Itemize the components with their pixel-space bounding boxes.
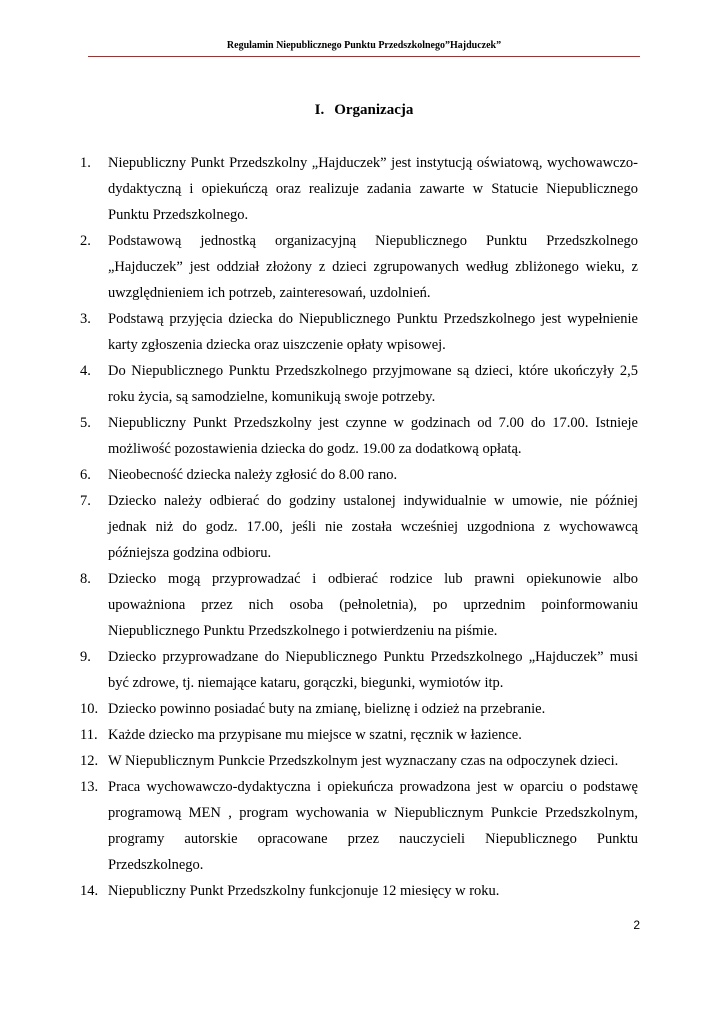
item-text: Nieobecność dziecka należy zgłosić do 8.00 rano.: [108, 467, 398, 483]
list-item: [80, 644, 638, 696]
list-item: [80, 748, 638, 774]
item-text: Dziecko mogą przyprowadzać i odbierać rodzice lub prawni opiekunowie albo upoważniona przez nich osoba (pełnoletnia), po uprzednim poinformowaniu Niepublicznego Punktu Przedszkolnego i potwierdzeniu na piśmie.: [108, 571, 638, 639]
item-number: 14.: [80, 883, 99, 899]
item-text: Dziecko przyprowadzane do Niepublicznego Punktu Przedszkolnego „Hajduczek” musi być zdrowe, tj. niemające kataru, gorączki, biegunki, wymiotów itp.: [108, 649, 638, 691]
item-number: 8.: [80, 571, 91, 587]
list-item: [80, 150, 638, 228]
section-heading: [88, 100, 640, 120]
item-text: Podstawą przyjęcia dziecka do Niepublicznego Punktu Przedszkolnego jest wypełnienie karty zgłoszenia dziecka oraz uiszczenie opłaty wpisowej.: [108, 311, 638, 353]
item-text: Niepubliczny Punkt Przedszkolny jest czynne w godzinach od 7.00 do 17.00. Istnieje możliwość pozostawienia dziecka do godz. 19.00 za dodatkową opłatą.: [108, 415, 638, 457]
item-text: Praca wychowawczo-dydaktyczna i opiekuńcza prowadzona jest w oparciu o podstawę programową MEN , program wychowania w Niepublicznym Punkcie Przedszkolnym, programy autorskie opracowane przez nauczycieli Niepublicznego Punktu Przedszkolnego.: [108, 779, 638, 873]
item-number: 13.: [80, 779, 99, 795]
item-number: 4.: [80, 363, 91, 379]
section-title: Organizacja: [334, 102, 414, 118]
page-number: 2: [633, 918, 640, 932]
item-text: Dziecko należy odbierać do godziny ustalonej indywidualnie w umowie, nie później jednak niż do godz. 17.00, jeśli nie została wcześniej uzgodniona z wychowawcą późniejsza godzina odbioru.: [108, 493, 638, 561]
item-number: 12.: [80, 753, 99, 769]
item-number: 9.: [80, 649, 91, 665]
list-item: [80, 488, 638, 566]
item-text: Podstawową jednostką organizacyjną Niepublicznego Punktu Przedszkolnego „Hajduczek” jest oddział złożony z dzieci zgrupowanych według zbliżonego wieku, z uwzględnieniem ich potrzeb, zainteresowań, uzdolnień.: [108, 233, 638, 301]
item-number: 7.: [80, 493, 91, 509]
list-item: [80, 774, 638, 878]
list-item: [80, 410, 638, 462]
list-item: [80, 358, 638, 410]
running-header: Regulamin Niepublicznego Punktu Przedszkolnego”Hajduczek”: [226, 40, 502, 51]
list-item: [80, 878, 638, 904]
item-number: 11.: [80, 727, 98, 743]
item-number: 5.: [80, 415, 91, 431]
list-item: [80, 696, 638, 722]
list-item: [80, 306, 638, 358]
item-text: Niepubliczny Punkt Przedszkolny „Hajduczek” jest instytucją oświatową, wychowawczo-dydaktyczną i opiekuńczą oraz realizuje zadania zawarte w Statucie Niepublicznego Punktu Przedszkolnego.: [108, 155, 638, 223]
section-number: I.: [314, 102, 325, 118]
list-item: [80, 462, 638, 488]
list-item: [80, 566, 638, 644]
item-text: Dziecko powinno posiadać buty na zmianę, bieliznę i odzież na przebranie.: [108, 701, 546, 717]
item-number: 6.: [80, 467, 91, 483]
regulation-list: [80, 150, 638, 904]
item-text: Niepubliczny Punkt Przedszkolny funkcjonuje 12 miesięcy w roku.: [108, 883, 500, 899]
item-text: Każde dziecko ma przypisane mu miejsce w szatni, ręcznik w łazience.: [108, 727, 522, 743]
item-number: 10.: [80, 701, 99, 717]
item-number: 3.: [80, 311, 91, 327]
list-item: [80, 228, 638, 306]
header-rule: [88, 56, 640, 57]
item-number: 2.: [80, 233, 91, 249]
list-item: [80, 722, 638, 748]
item-text: W Niepublicznym Punkcie Przedszkolnym jest wyznaczany czas na odpoczynek dzieci.: [108, 753, 619, 769]
item-text: Do Niepublicznego Punktu Przedszkolnego przyjmowane są dzieci, które ukończyły 2,5 roku życia, są samodzielne, komunikują swoje potrzeby.: [108, 363, 638, 405]
item-number: 1.: [80, 155, 91, 171]
